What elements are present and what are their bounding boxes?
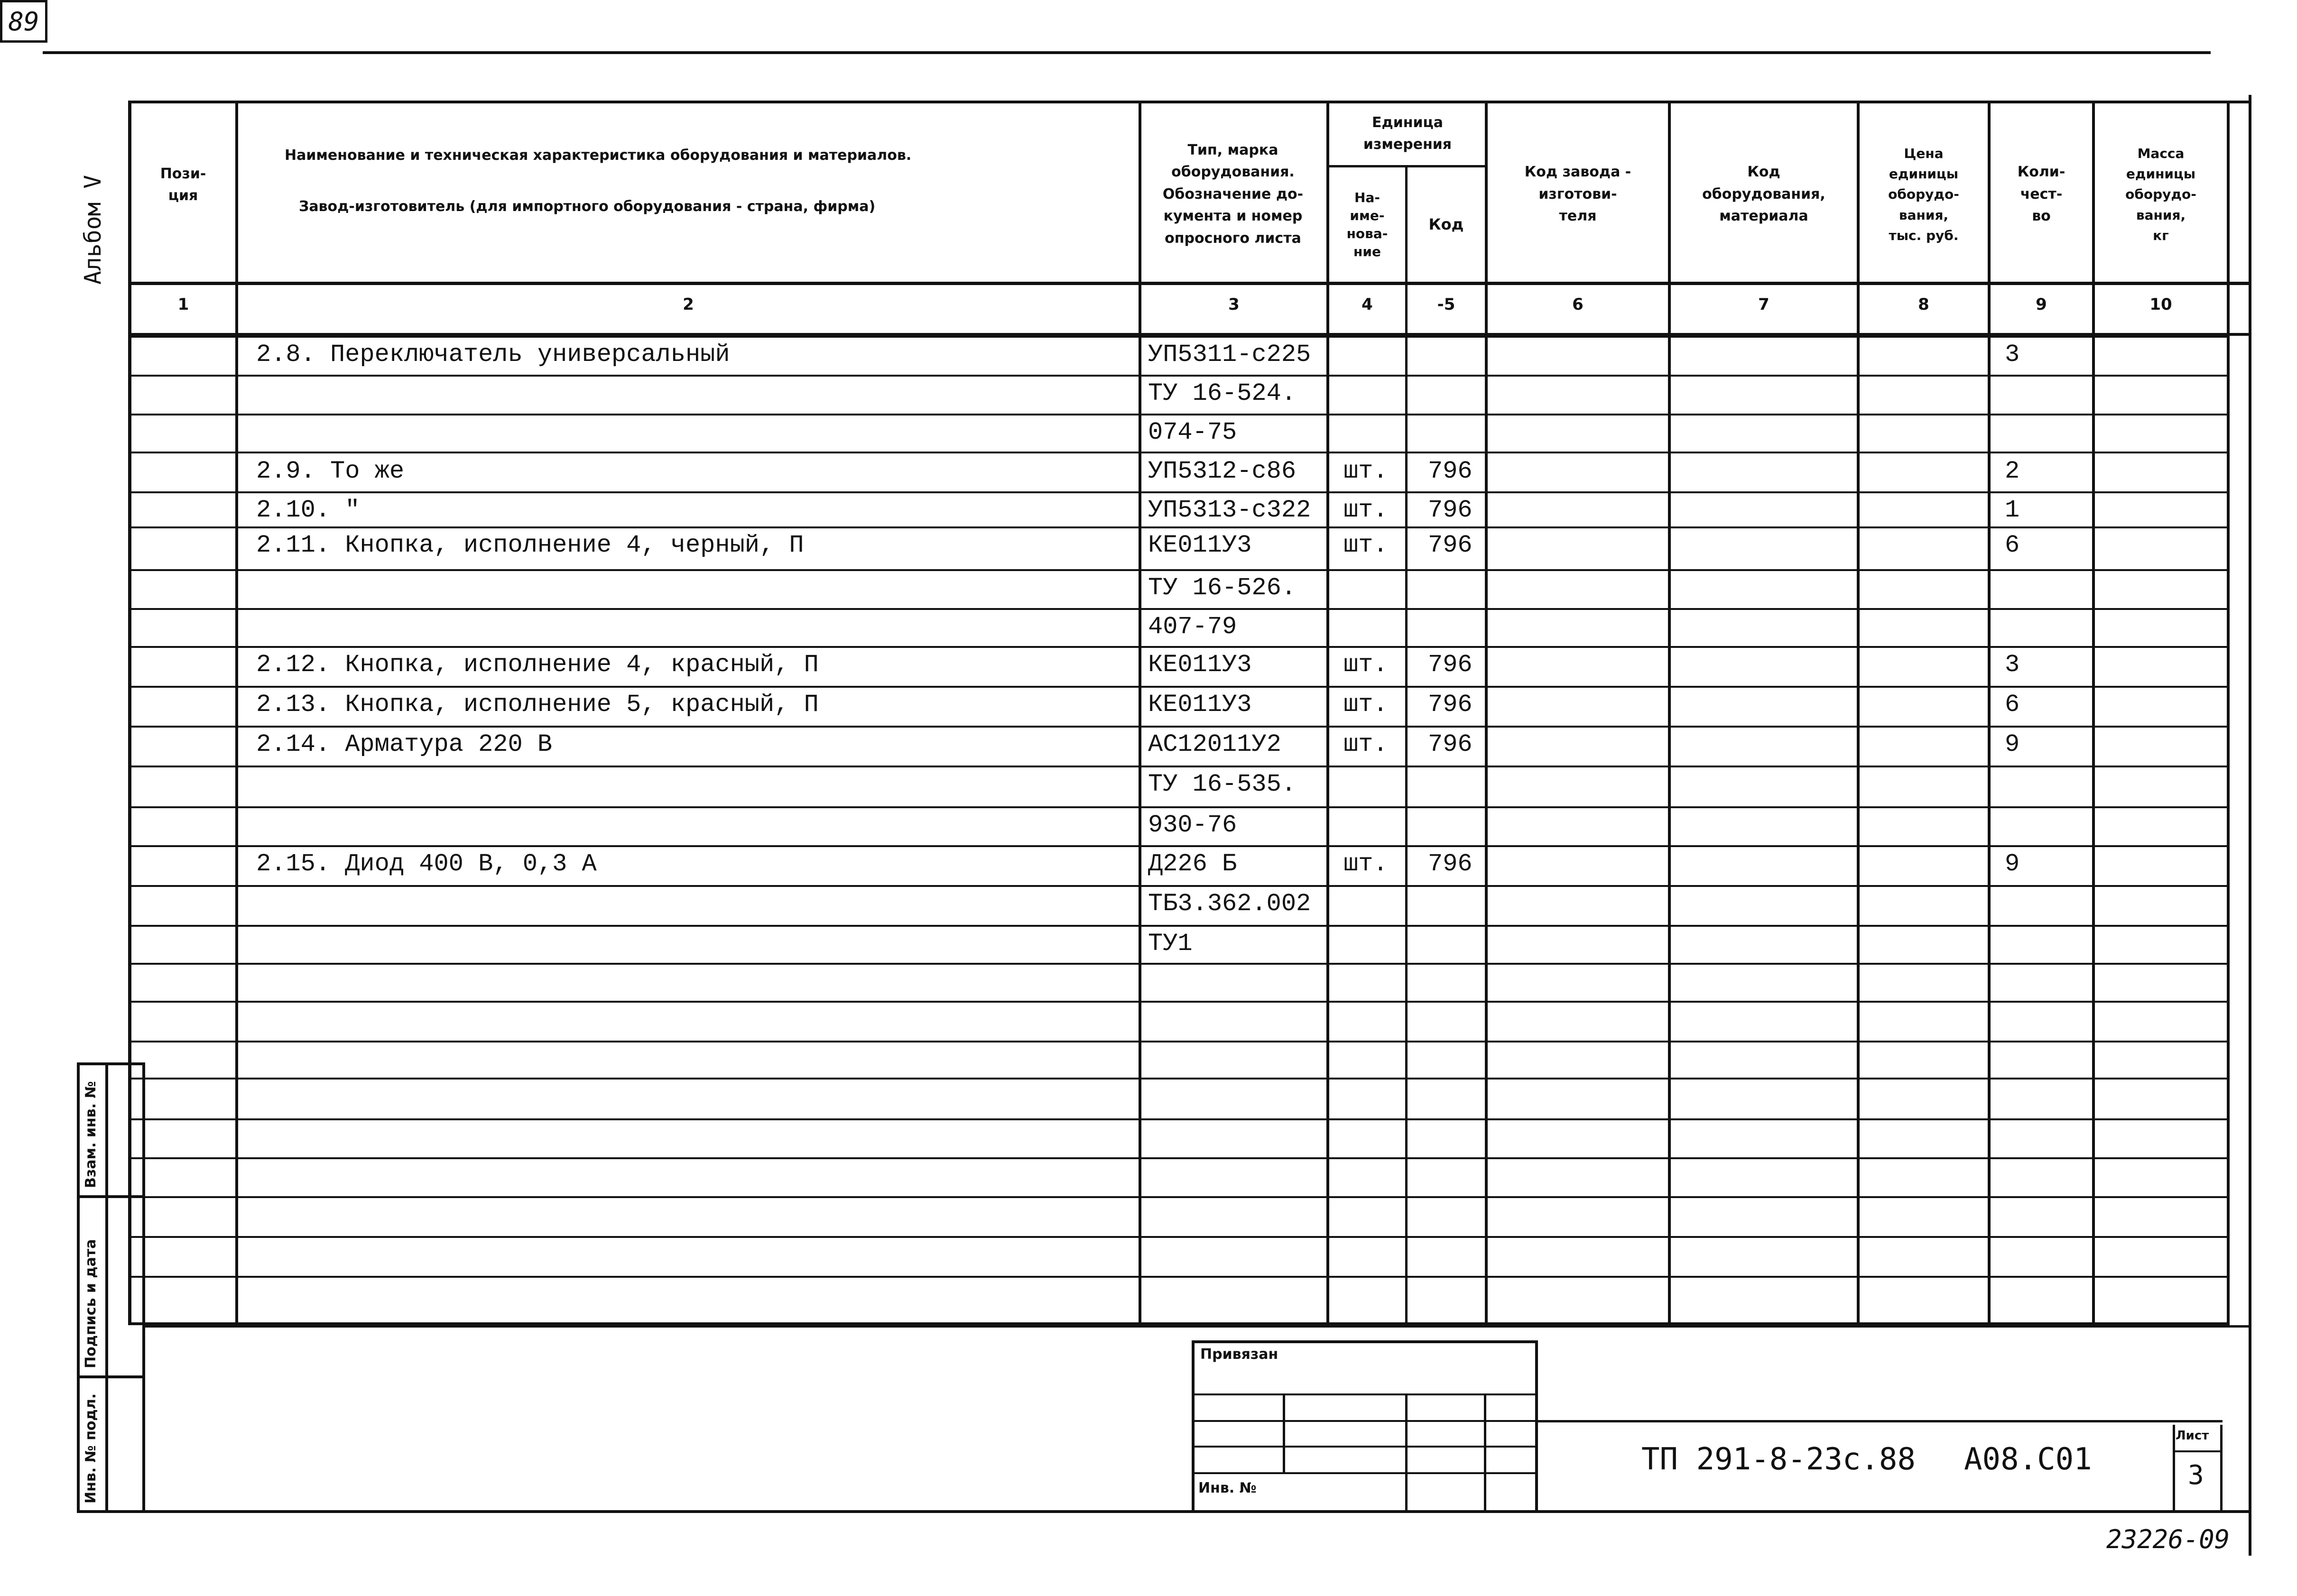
privyazan-label: Привязан — [1200, 1346, 1278, 1363]
cell-type: 074-75 — [1148, 418, 1237, 446]
cell-qty: 6 — [2005, 531, 2020, 559]
header-name-line1: Наименование и техническая характеристика оборудования и материалов. — [285, 147, 912, 164]
list-label: Лист — [2176, 1429, 2209, 1443]
cell-qty: 9 — [2005, 730, 2020, 758]
header-quantity: Коли- чест- во — [2017, 164, 2065, 225]
cell-name: 2.10. " — [256, 496, 360, 524]
cell-unit_code: 796 — [1428, 850, 1473, 878]
cell-unit: шт. — [1343, 457, 1388, 485]
header-equipment-code: Код оборудования, материала — [1702, 164, 1825, 225]
stamp-top — [1192, 1340, 1537, 1343]
row-separator — [128, 1196, 2230, 1198]
header-bottom-border — [128, 282, 2249, 285]
cell-type: ТУ 16-524. — [1148, 379, 1297, 407]
row-separator — [128, 1118, 2230, 1120]
header-unit-group: Единица измерения — [1363, 114, 1452, 153]
cell-unit: шт. — [1343, 531, 1388, 559]
list-box-left — [2173, 1425, 2175, 1510]
inv-no-label: Инв. № — [1198, 1480, 1257, 1496]
cell-unit: шт. — [1343, 691, 1388, 719]
cell-name: 2.11. Кнопка, исполнение 4, черный, П — [256, 531, 804, 559]
cell-type: УП5313-с322 — [1148, 496, 1311, 524]
row-separator — [128, 414, 2230, 415]
margin-outer-line — [77, 1062, 80, 1513]
margin-sep-2 — [77, 1375, 142, 1378]
header-position: Пози- ция — [160, 165, 206, 204]
col-number-7: 7 — [1758, 295, 1769, 314]
header-unit-code: Код — [1428, 215, 1464, 234]
cell-type: 407-79 — [1148, 613, 1237, 641]
row-separator — [128, 686, 2230, 688]
cell-type: КЕ011У3 — [1148, 531, 1252, 559]
col-line-5 — [1485, 101, 1488, 1324]
header-factory-code: Код завода - изготови- теля — [1524, 164, 1631, 225]
cell-name: 2.13. Кнопка, исполнение 5, красный, П — [256, 691, 819, 719]
cell-unit: шт. — [1343, 730, 1388, 758]
col-line-1 — [235, 101, 238, 1324]
row-separator — [128, 845, 2230, 847]
margin-inner-line — [105, 1062, 108, 1513]
stamp-col-2 — [1405, 1393, 1408, 1511]
row-separator — [128, 526, 2230, 528]
row-separator — [128, 963, 2230, 965]
col-line-6 — [1668, 101, 1671, 1324]
row-separator — [128, 1001, 2230, 1003]
cell-unit_code: 796 — [1428, 651, 1473, 679]
cell-type: ТУ1 — [1148, 930, 1193, 958]
row-separator — [128, 646, 2230, 648]
col-line-8 — [1988, 101, 1991, 1324]
cell-unit_code: 796 — [1428, 691, 1473, 719]
row-separator — [128, 1236, 2230, 1238]
row-separator — [128, 1322, 2230, 1324]
list-number: 3 — [2188, 1460, 2204, 1491]
row-separator — [128, 726, 2230, 728]
stamp-col-1 — [1283, 1393, 1285, 1474]
margin-podpis-label: Подпись и дата — [83, 1239, 99, 1368]
header-price: Цена единицы оборудо- вания, тыс. руб. — [1888, 145, 1959, 244]
cell-type: Д226 Б — [1148, 850, 1237, 878]
table-top-border — [128, 101, 2249, 103]
col-number-4: 4 — [1362, 295, 1373, 314]
row-separator — [128, 806, 2230, 808]
col-number-3: 3 — [1228, 295, 1240, 314]
row-separator — [128, 925, 2230, 927]
list-box-right — [2220, 1425, 2223, 1510]
col-number-10: 10 — [2149, 295, 2172, 314]
cell-unit_code: 796 — [1428, 496, 1473, 524]
cell-qty: 3 — [2005, 341, 2020, 369]
col-line-9 — [2092, 101, 2095, 1324]
header-mass: Масса единицы оборудо- вания, кг — [2125, 145, 2196, 244]
stamp-right — [1535, 1340, 1538, 1511]
cell-unit: шт. — [1343, 651, 1388, 679]
cell-name: 2.9. То же — [256, 457, 405, 485]
col-number-8: 8 — [1918, 295, 1929, 314]
col-line-3 — [1326, 101, 1329, 1324]
stamp-col-3 — [1484, 1393, 1486, 1511]
header-type: Тип, марка оборудования. Обозначение до- кумента и номер опросного листа — [1162, 141, 1304, 247]
cell-type: АС12011У2 — [1148, 730, 1281, 758]
sheet-number: 89 — [0, 0, 47, 43]
stamp-left — [1192, 1340, 1195, 1511]
col-number-2: 2 — [683, 295, 694, 314]
cell-name: 2.8. Переключатель универсальный — [256, 341, 730, 369]
cell-qty: 2 — [2005, 457, 2020, 485]
col-number-9: 9 — [2036, 295, 2047, 314]
col-line-7 — [1857, 101, 1860, 1324]
section-code: А08.С01 — [1964, 1442, 2092, 1477]
cell-type: ТУ 16-526. — [1148, 574, 1297, 602]
cell-type: КЕ011У3 — [1148, 691, 1252, 719]
cell-type: УП5312-с86 — [1148, 457, 1297, 485]
cell-qty: 9 — [2005, 850, 2020, 878]
margin-inv-label: Инв. № подл. — [83, 1393, 99, 1504]
document-code: ТП 291-8-23с.88 — [1641, 1442, 1916, 1477]
cell-type: ТУ 16-535. — [1148, 770, 1297, 798]
margin-sep-1 — [77, 1195, 142, 1198]
cell-qty: 1 — [2005, 496, 2020, 524]
row-separator — [128, 885, 2230, 887]
col-line-2 — [1139, 101, 1141, 1324]
row-separator — [128, 1078, 2230, 1079]
cell-name: 2.12. Кнопка, исполнение 4, красный, П — [256, 651, 819, 679]
margin-top-line — [77, 1062, 142, 1065]
cell-unit_code: 796 — [1428, 457, 1473, 485]
row-separator — [128, 569, 2230, 571]
row-separator — [128, 491, 2230, 493]
margin-bottom-line — [77, 1510, 2250, 1513]
row-separator — [128, 1276, 2230, 1278]
cell-unit_code: 796 — [1428, 730, 1473, 758]
row-separator — [128, 1041, 2230, 1042]
cell-unit: шт. — [1343, 496, 1388, 524]
row-separator — [128, 452, 2230, 453]
cell-qty: 3 — [2005, 651, 2020, 679]
top-rule — [43, 51, 2211, 54]
tb-top-line — [142, 1325, 2249, 1328]
cell-name: 2.15. Диод 400 В, 0,3 А — [256, 850, 597, 878]
col-line-4 — [1405, 165, 1408, 1323]
header-name-line2: Завод-изготовитель (для импортного оборудования - страна, фирма) — [299, 198, 876, 215]
cell-type: 930-76 — [1148, 811, 1237, 839]
cell-qty: 6 — [2005, 691, 2020, 719]
row-separator — [128, 1157, 2230, 1159]
row-separator — [128, 375, 2230, 377]
right-frame-line — [2249, 95, 2251, 1556]
cell-name: 2.14. Арматура 220 В — [256, 730, 553, 758]
cell-unit: шт. — [1343, 850, 1388, 878]
row-separator — [128, 336, 2230, 338]
cell-type: КЕ011У3 — [1148, 651, 1252, 679]
cell-type: ТБ3.362.002 — [1148, 890, 1311, 918]
cell-type: УП5311-с225 — [1148, 341, 1311, 369]
cell-unit_code: 796 — [1428, 531, 1473, 559]
list-box-sep — [2173, 1450, 2222, 1452]
album-label: Альбом V — [80, 175, 106, 285]
col-number-5: -5 — [1437, 295, 1455, 314]
row-separator — [128, 608, 2230, 610]
footer-number: 23226-09 — [2106, 1524, 2230, 1554]
row-separator — [128, 766, 2230, 767]
col-number-1: 1 — [177, 295, 189, 314]
col-number-6: 6 — [1572, 295, 1584, 314]
margin-vzam-label: Взам. инв. № — [83, 1081, 99, 1188]
col-line-0 — [128, 101, 131, 1324]
margin-frame-line — [142, 1062, 145, 1513]
col-line-10 — [2227, 101, 2230, 1324]
header-unit-name: На- име- нова- ние — [1346, 190, 1388, 259]
code-area-top — [1537, 1420, 2223, 1422]
